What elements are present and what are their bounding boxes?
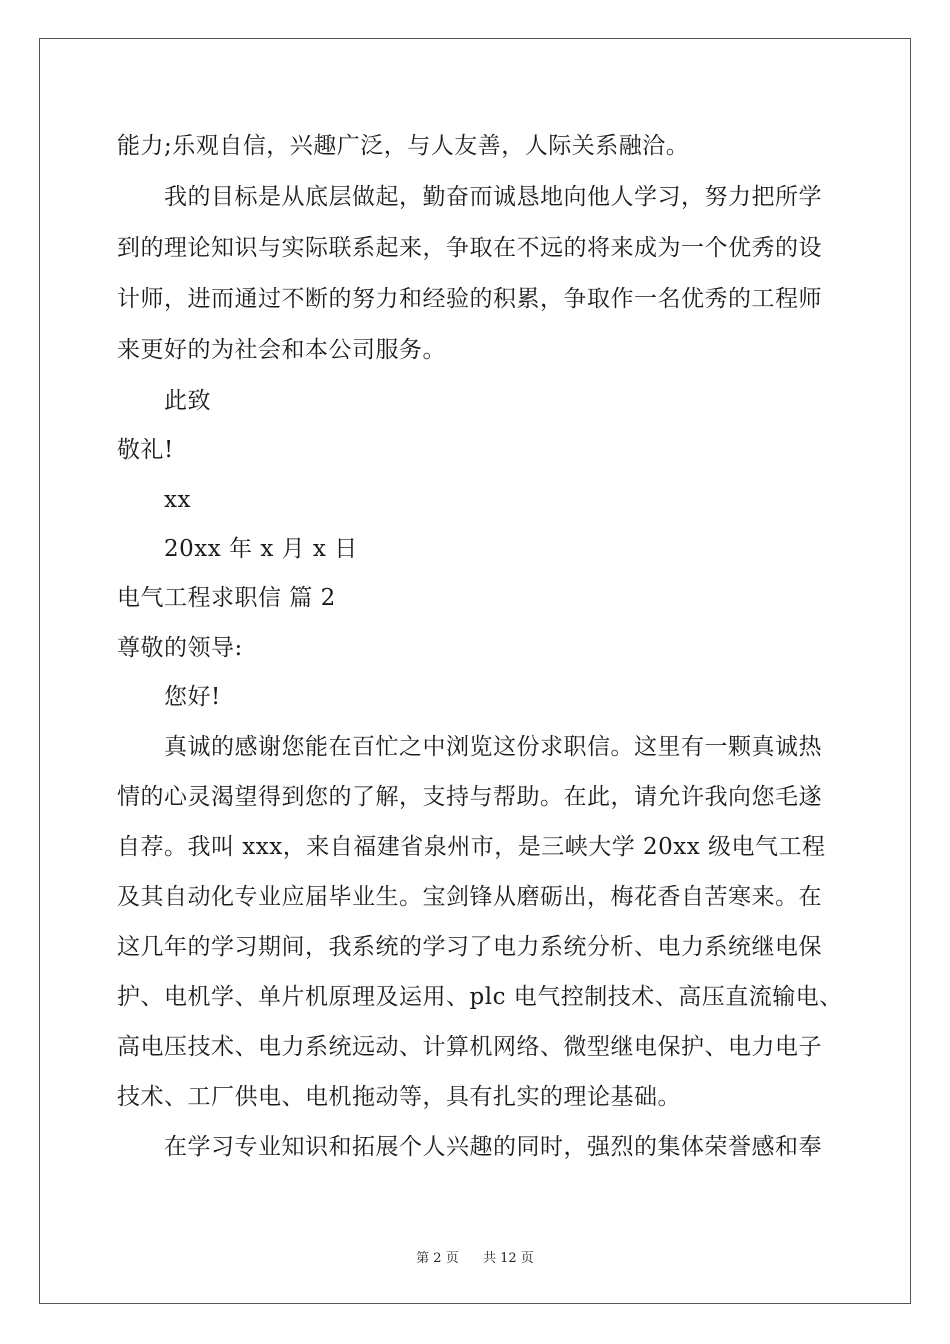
page-number: 第 2 页 <box>416 1251 459 1266</box>
paragraph-line: 自荐。我叫 xxx，来自福建省泉州市，是三峡大学 20xx 级电气工程 <box>117 834 826 860</box>
closing-respect: 敬礼! <box>117 437 174 463</box>
closing-salutation: 此致 <box>164 388 211 414</box>
section-title: 电气工程求职信 篇 2 <box>117 585 336 611</box>
signature-name: xx <box>164 487 191 513</box>
paragraph-line: 在学习专业知识和拓展个人兴趣的同时，强烈的集体荣誉感和奉 <box>164 1134 822 1160</box>
paragraph-line: 这几年的学习期间，我系统的学习了电力系统分析、电力系统继电保 <box>117 934 822 960</box>
paragraph-line: 来更好的为社会和本公司服务。 <box>117 337 446 363</box>
paragraph-line: 技术、工厂供电、电机拖动等，具有扎实的理论基础。 <box>117 1084 681 1110</box>
paragraph-line: 高电压技术、电力系统远动、计算机网络、微型继电保护、电力电子 <box>117 1034 822 1060</box>
paragraph-line: 计师，进而通过不断的努力和经验的积累，争取作一名优秀的工程师 <box>117 286 822 312</box>
signature-date: 20xx 年 x 月 x 日 <box>164 536 358 562</box>
paragraph-line: 我的目标是从底层做起，勤奋而诚恳地向他人学习，努力把所学 <box>164 184 822 210</box>
page-total: 共 12 页 <box>483 1251 534 1266</box>
paragraph-line: 真诚的感谢您能在百忙之中浏览这份求职信。这里有一颗真诚热 <box>164 734 822 760</box>
paragraph-line: 及其自动化专业应届毕业生。宝剑锋从磨砺出，梅花香自苦寒来。在 <box>117 884 822 910</box>
paragraph-line: 护、电机学、单片机原理及运用、plc 电气控制技术、高压直流输电、 <box>117 984 843 1010</box>
paragraph-line: 能力;乐观自信，兴趣广泛，与人友善，人际关系融洽。 <box>117 133 690 159</box>
paragraph-line: 到的理论知识与实际联系起来，争取在不远的将来成为一个优秀的设 <box>117 235 822 261</box>
page-footer <box>0 1247 950 1266</box>
greeting-hello: 您好! <box>164 684 221 710</box>
paragraph-line: 情的心灵渴望得到您的了解，支持与帮助。在此，请允许我向您毛遂 <box>117 784 822 810</box>
greeting-recipient: 尊敬的领导: <box>117 635 243 661</box>
